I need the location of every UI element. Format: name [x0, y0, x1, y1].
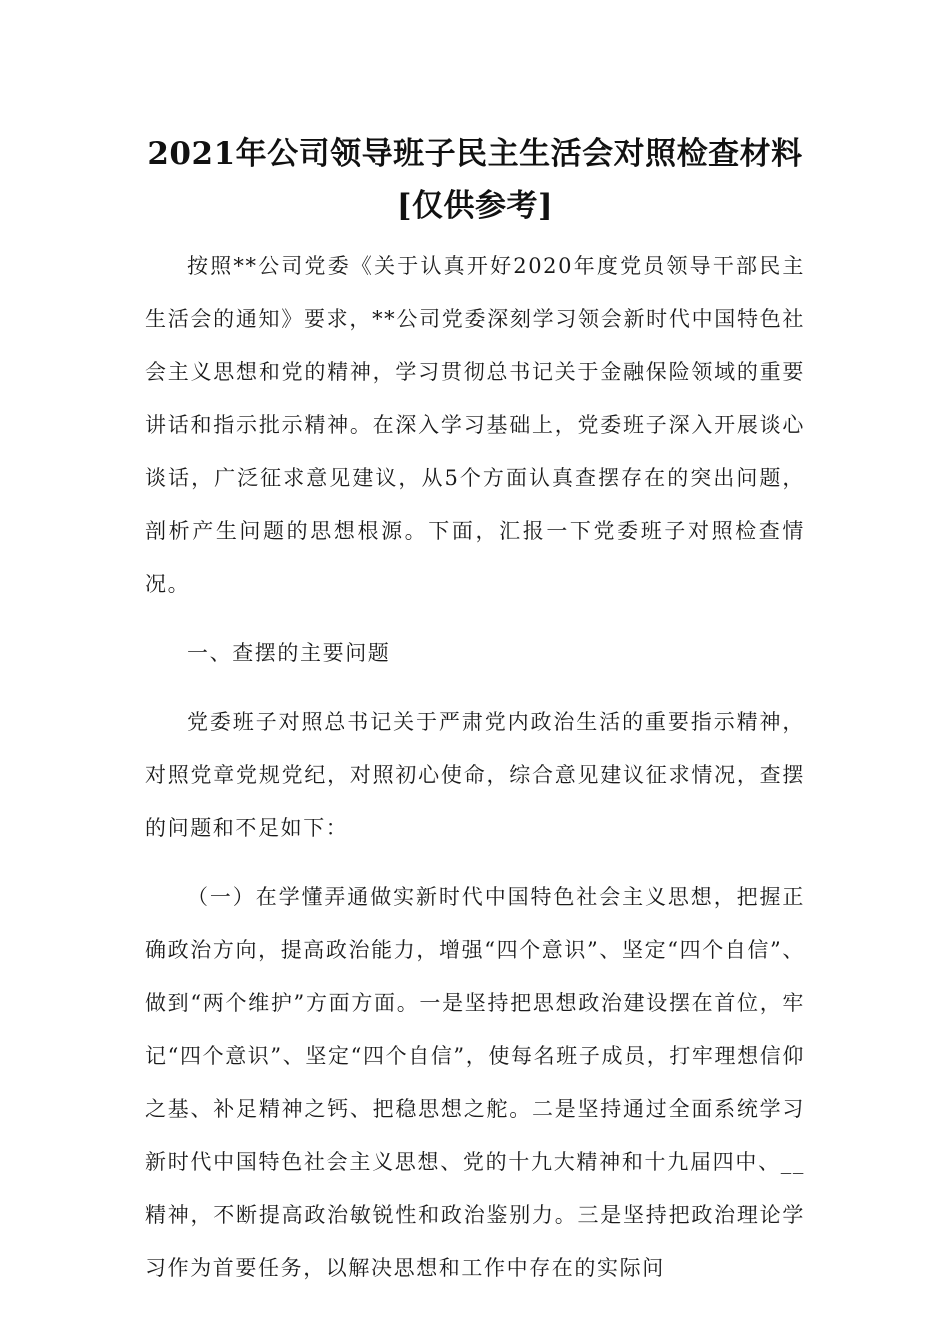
section-intro-paragraph: 党委班子对照总书记关于严肃党内政治生活的重要指示精神，对照党章党规党纪，对照初心使命，综合意见建议征求情况，查摆的问题和不足如下：: [145, 710, 805, 840]
intro-paragraph: 按照**公司党委《关于认真开好2020年度党员领导干部民主生活会的通知》要求，**公司党委深刻学习领会新时代中国特色社会主义思想和党的精神，学习贯彻总书记关于金融保险领域的重要讲话和指示批示精神。在深入学习基础上，党委班子深入开展谈心谈话，广泛征求意见建议，从5个方面认真查摆存在的突出问题，剖析产生问题的思想根源。下面，汇报一下党委班子对照检查情况。: [145, 254, 805, 596]
document-title: 2021年公司领导班子民主生活会对照检查材料[仅供参考]: [147, 136, 803, 224]
section-heading: 一、查摆的主要问题: [187, 641, 391, 665]
document-body: [145, 240, 805, 1295]
subsection-paragraph: （一）在学懂弄通做实新时代中国特色社会主义思想，把握正确政治方向，提高政治能力，增强“四个意识”、坚定“四个自信”、做到“两个维护”方面方面。一是坚持把思想政治建设摆在首位，牢记“四个意识”、坚定“四个自信”，使每名班子成员，打牢理想信仰之基、补足精神之钙、把稳思想之舵。二是坚持通过全面系统学习新时代中国特色社会主义思想、党的十九大精神和十九届四中、__精神，不断提高政治敏锐性和政治鉴别力。三是坚持把政治理论学习作为首要任务，以解决思想和工作中存在的实际问: [145, 885, 805, 1280]
